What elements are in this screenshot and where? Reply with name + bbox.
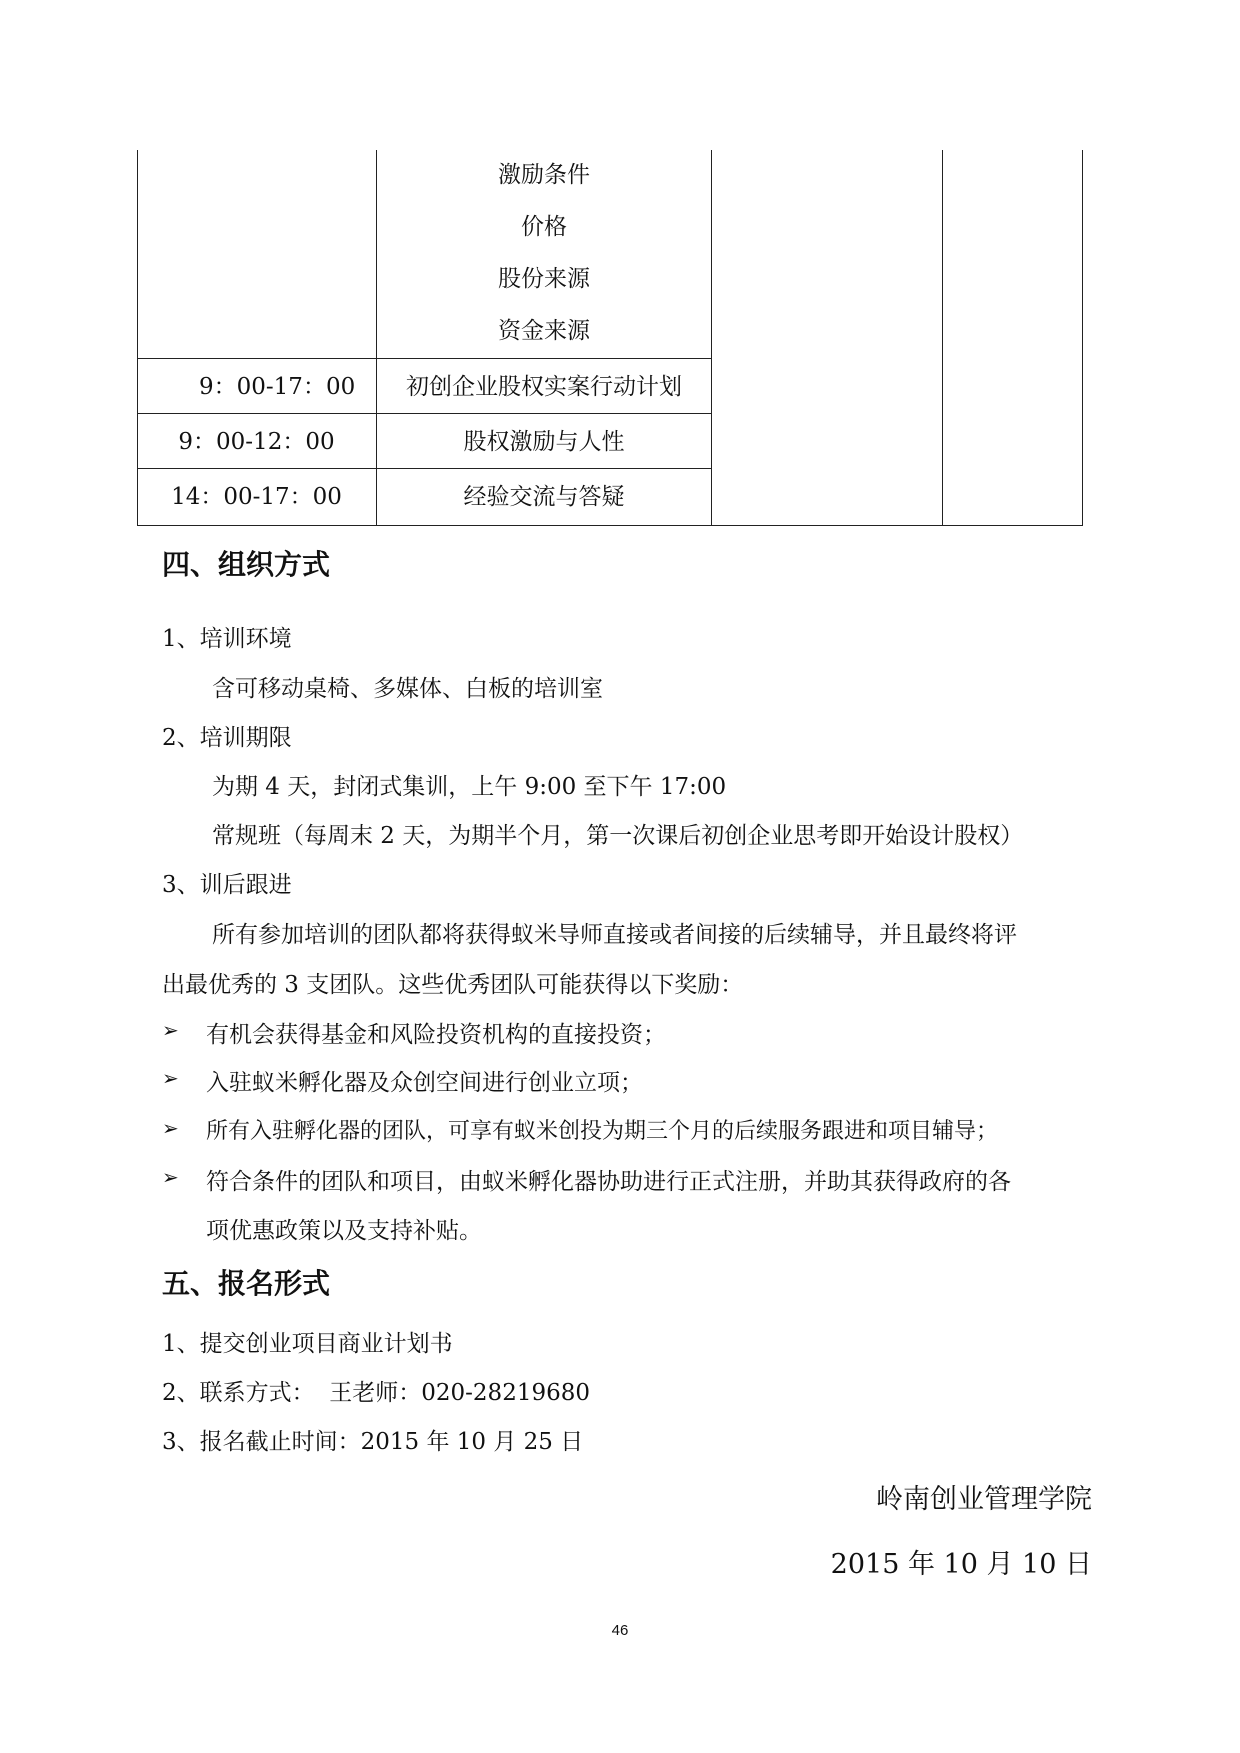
- section-heading: 五、报名形式: [162, 1267, 331, 1300]
- table-cell-topic: 股权激励与人性: [463, 429, 625, 455]
- bullet-arrow-icon: ➢: [162, 1066, 179, 1090]
- list-item-title: 3、训后跟进: [162, 872, 292, 898]
- table-cell-topic: 经验交流与答疑: [463, 484, 625, 510]
- bullet-item-continuation: 项优惠政策以及支持补贴。: [206, 1218, 482, 1244]
- table-column-divider: [711, 150, 712, 526]
- list-item: 1、提交创业项目商业计划书: [162, 1331, 453, 1357]
- table-cell-time: 9：00-17：00: [199, 374, 356, 400]
- paragraph-text: 含可移动桌椅、多媒体、白板的培训室: [212, 676, 603, 702]
- table-row-divider: [137, 358, 711, 359]
- table-border-left: [137, 150, 138, 526]
- bullet-item: 符合条件的团队和项目，由蚁米孵化器协助进行正式注册，并助其获得政府的各: [206, 1169, 1011, 1195]
- bullet-item: 有机会获得基金和风险投资机构的直接投资；: [206, 1022, 666, 1048]
- table-cell-item: 激励条件: [498, 162, 590, 188]
- signature-date: 2015 年 10 月 10 日: [830, 1549, 1092, 1580]
- table-row-divider: [137, 468, 711, 469]
- table-border-bottom: [137, 525, 1083, 526]
- paragraph-text: 为期 4 天，封闭式集训，上午 9:00 至下午 17:00: [212, 774, 727, 800]
- section-heading: 四、组织方式: [162, 548, 331, 581]
- bullet-arrow-icon: ➢: [162, 1165, 179, 1189]
- paragraph-text: 常规班（每周末 2 天，为期半个月，第一次课后初创企业思考即开始设计股权）: [212, 823, 1024, 849]
- table-border-right: [1082, 150, 1083, 526]
- table-cell-time: 9：00-12：00: [178, 429, 335, 455]
- list-item: 2、联系方式： 王老师：020-28219680: [162, 1380, 590, 1406]
- bullet-arrow-icon: ➢: [162, 1018, 179, 1042]
- paragraph-text: 所有参加培训的团队都将获得蚁米导师直接或者间接的后续辅导，并且最终将评: [212, 922, 1017, 948]
- list-item-title: 1、培训环境: [162, 626, 292, 652]
- table-cell-topic: 初创企业股权实案行动计划: [406, 374, 682, 400]
- page-number: 46: [611, 1622, 629, 1639]
- table-row-divider: [137, 413, 711, 414]
- bullet-item: 入驻蚁米孵化器及众创空间进行创业立项；: [206, 1070, 643, 1096]
- schedule-table: [137, 150, 1083, 526]
- table-cell-item: 资金来源: [498, 318, 590, 344]
- paragraph-text: 出最优秀的 3 支团队。这些优秀团队可能获得以下奖励：: [162, 972, 744, 998]
- table-cell-time: 14：00-17：00: [171, 484, 342, 510]
- bullet-item: 所有入驻孵化器的团队，可享有蚁米创投为期三个月的后续服务跟进和项目辅导；: [206, 1119, 999, 1144]
- list-item-title: 2、培训期限: [162, 725, 292, 751]
- table-cell-item: 股份来源: [498, 266, 590, 292]
- bullet-arrow-icon: ➢: [162, 1116, 179, 1140]
- list-item: 3、报名截止时间：2015 年 10 月 25 日: [162, 1429, 584, 1455]
- table-cell-item: 价格: [521, 214, 567, 240]
- table-column-divider: [942, 150, 943, 526]
- signature-organization: 岭南创业管理学院: [876, 1484, 1092, 1515]
